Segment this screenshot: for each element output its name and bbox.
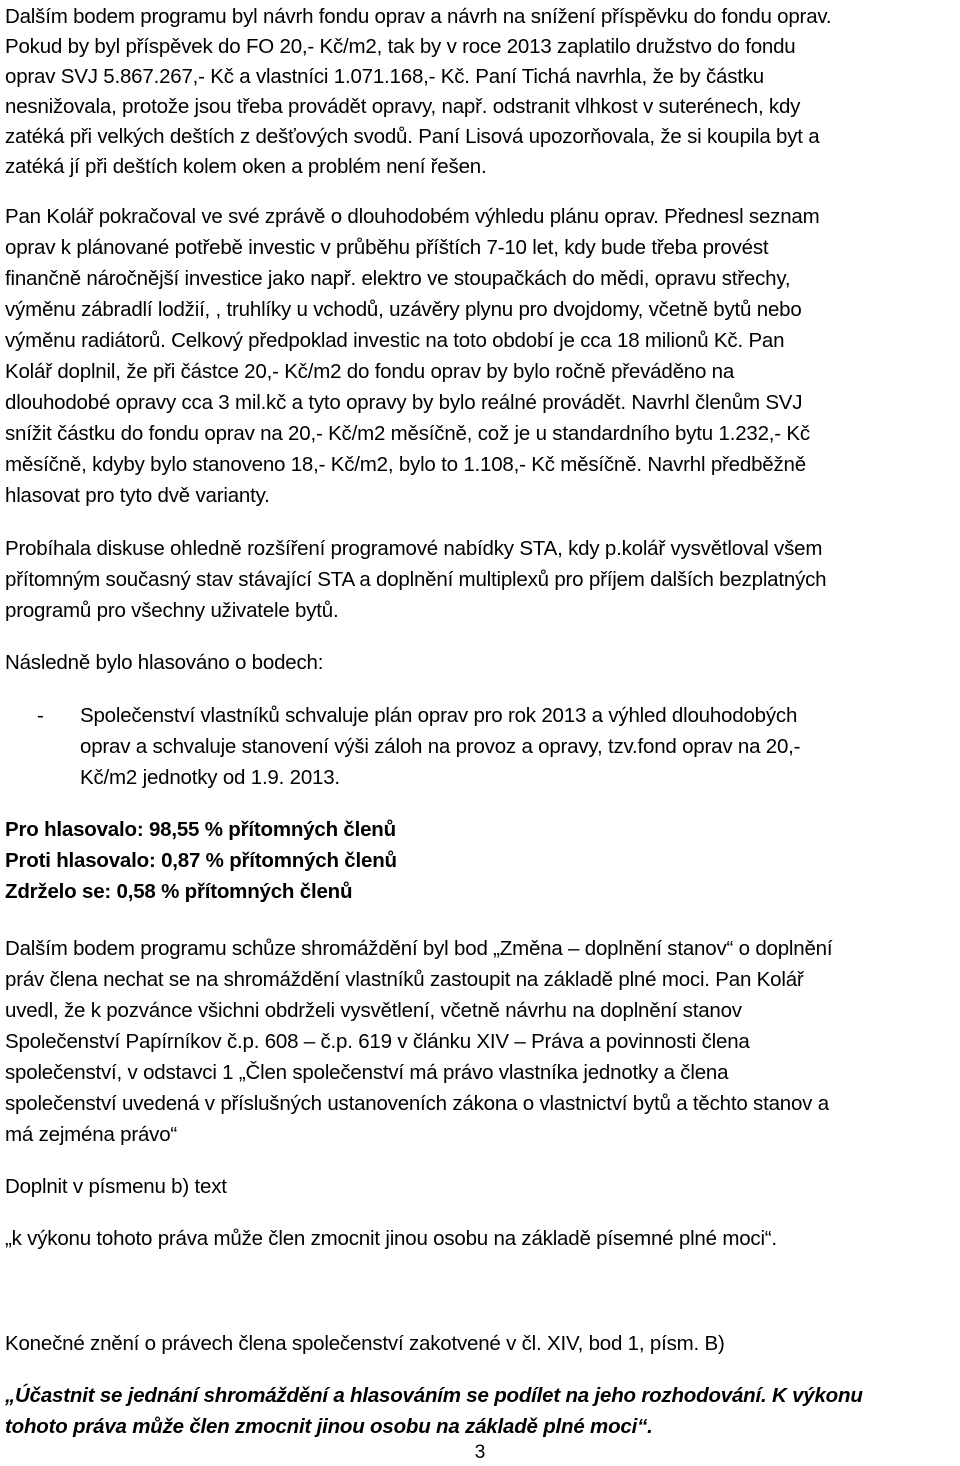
- vote-result-abstain: Zdrželo se: 0,58 % přítomných členů: [5, 880, 353, 903]
- paragraph-2-line-5: výměnu radiátorů. Celkový předpoklad investic na toto období je cca 18 milionů Kč. Pan: [5, 329, 785, 352]
- page-number: 3: [474, 1442, 486, 1463]
- paragraph-2-line-2: oprav k plánované potřebě investic v průběhu příštích 7-10 let, kdy bude třeba provést: [5, 236, 769, 259]
- paragraph-2-line-8: snížit částku do fondu oprav na 20,- Kč/m2 měsíčně, což je u standardního bytu 1.232,- Kč: [5, 422, 810, 445]
- paragraph-1-line-4: nesnižovala, protože jsou třeba provádět opravy, např. odstranit vlhkost v suterénech, kdy: [5, 95, 801, 118]
- paragraph-2-line-9: měsíčně, kdyby bylo stanoveno 18,- Kč/m2, bylo to 1.108,- Kč měsíčně. Navrhl předběžně: [5, 453, 806, 476]
- paragraph-5-line-7: má zejména právo“: [5, 1123, 178, 1146]
- paragraph-5-line-6: společenství uvedená v příslušných ustanoveních zákona o vlastnictví bytů a těchto stanov a: [5, 1092, 829, 1115]
- list-bullet-dash: -: [37, 704, 44, 727]
- paragraph-5-line-5: společenství, v odstavci 1 „Člen společenství má právo vlastníka jednotky a člena: [5, 1061, 729, 1084]
- paragraph-3-line-3: programů pro všechny uživatele bytů.: [5, 599, 339, 622]
- paragraph-5-line-1: Dalším bodem programu schůze shromáždění byl bod „Změna – doplnění stanov“ o doplnění: [5, 937, 833, 960]
- paragraph-2-line-4: výměnu zábradlí lodžií, , truhlíky u vchodů, uzávěry plynu pro dvojdomy, včetně bytů nebo: [5, 298, 802, 321]
- paragraph-1-line-1: Dalším bodem programu byl návrh fondu oprav a návrh na snížení příspěvku do fondu oprav.: [5, 5, 832, 28]
- paragraph-1-line-5: zatéká při velkých deštích z dešťových svodů. Paní Lisová upozorňovala, že si koupila byt a: [5, 125, 820, 148]
- paragraph-2-line-3: finančně náročnější investice jako např. elektro ve stoupačkách do mědi, opravu střechy,: [5, 267, 791, 290]
- paragraph-1-line-2: Pokud by byl příspěvek do FO 20,- Kč/m2, tak by v roce 2013 zaplatilo družstvo do fondu: [5, 35, 796, 58]
- final-wording-line-2: tohoto práva může člen zmocnit jinou osobu na základě plné moci“.: [5, 1415, 653, 1438]
- paragraph-1-line-3: oprav SVJ 5.867.267,- Kč a vlastníci 1.071.168,- Kč. Paní Tichá navrhla, že by částku: [5, 65, 765, 88]
- paragraph-5-line-2: práv člena nechat se na shromáždění vlastníků zastoupit na základě plné moci. Pan Kolář: [5, 968, 804, 991]
- paragraph-5-line-4: Společenství Papírníkov č.p. 608 – č.p. 619 v článku XIV – Práva a povinnosti člena: [5, 1030, 750, 1053]
- paragraph-2-line-1: Pan Kolář pokračoval ve své zprávě o dlouhodobém výhledu plánu oprav. Přednesl seznam: [5, 205, 820, 228]
- voting-intro: Následně bylo hlasováno o bodech:: [5, 651, 324, 674]
- paragraph-1-line-6: zatéká jí při deštích kolem oken a problém není řešen.: [5, 155, 487, 178]
- paragraph-2-line-6: Kolář doplnil, že při částce 20,- Kč/m2 do fondu oprav by bylo ročně převáděno na: [5, 360, 735, 383]
- paragraph-3-line-1: Probíhala diskuse ohledně rozšíření programové nabídky STA, kdy p.kolář vysvětloval všem: [5, 537, 823, 560]
- vote-result-against: Proti hlasovalo: 0,87 % přítomných členů: [5, 849, 397, 872]
- amendment-text: „k výkonu tohoto práva může člen zmocnit jinou osobu na základě písemné plné moci“.: [5, 1227, 777, 1250]
- list-item-line-2: oprav a schvaluje stanovení výši záloh na provoz a opravy, tzv.fond oprav na 20,-: [80, 735, 801, 758]
- paragraph-2-line-7: dlouhodobé opravy cca 3 mil.kč a tyto opravy by bylo reálné provádět. Navrhl členům SVJ: [5, 391, 803, 414]
- paragraph-5-line-3: uvedl, že k pozvánce všichni obdrželi vysvětlení, včetně návrhu na doplnění stanov: [5, 999, 742, 1022]
- final-wording-line-1: „Účastnit se jednání shromáždění a hlasováním se podílet na jeho rozhodování. K výkonu: [5, 1384, 863, 1407]
- paragraph-2-line-10: hlasovat pro tyto dvě varianty.: [5, 484, 270, 507]
- vote-result-for: Pro hlasovalo: 98,55 % přítomných členů: [5, 818, 396, 841]
- list-item-line-1: Společenství vlastníků schvaluje plán oprav pro rok 2013 a výhled dlouhodobých: [80, 704, 798, 727]
- final-wording-intro: Konečné znění o právech člena společenství zakotvené v čl. XIV, bod 1, písm. B): [5, 1332, 725, 1355]
- paragraph-3-line-2: přítomným současný stav stávající STA a doplnění multiplexů pro příjem dalších bezplatných: [5, 568, 827, 591]
- list-item-line-3: Kč/m2 jednotky od 1.9. 2013.: [80, 766, 340, 789]
- amendment-instruction: Doplnit v písmenu b) text: [5, 1175, 227, 1198]
